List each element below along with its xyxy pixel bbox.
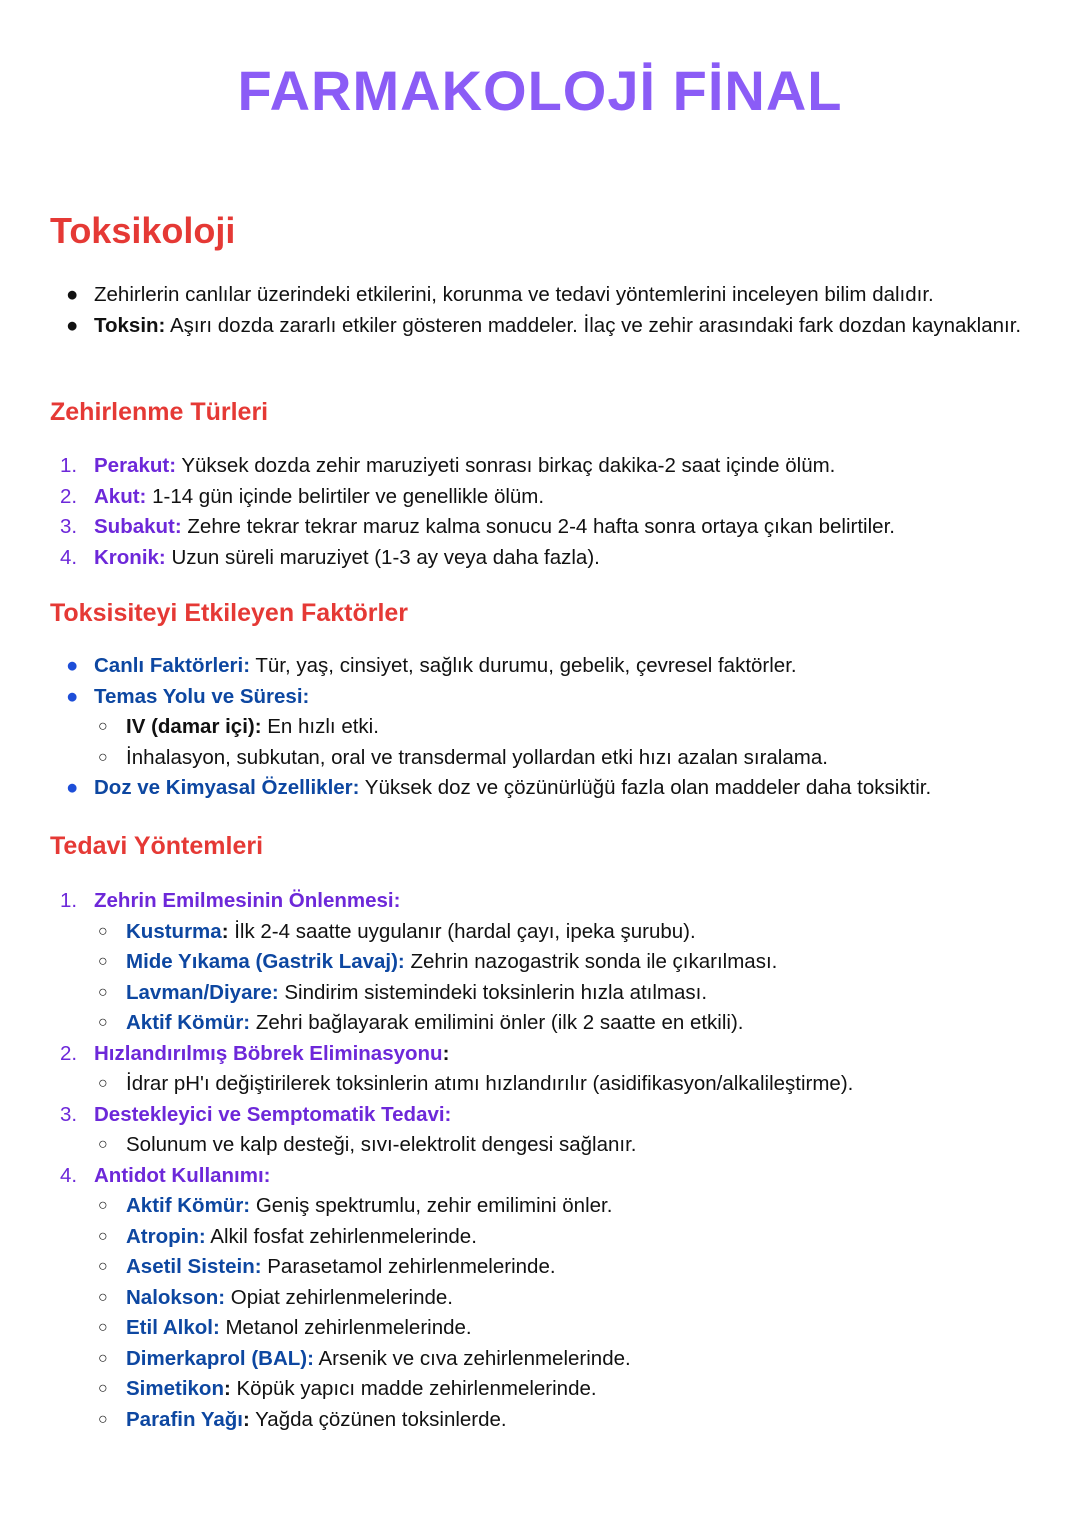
circle-bullet-icon: ○ <box>98 718 108 735</box>
list-item: 1. Perakut: Yüksek dozda zehir maruziyeti sonrası birkaç dakika-2 saat içinde ölüm. <box>60 454 836 477</box>
sub-list-item: ○ Aktif Kömür: Zehri bağlayarak emilimini önler (ilk 2 saatte en etkili). <box>50 1008 1040 1039</box>
treatment-list <box>50 886 1040 1435</box>
list-item: ● Canlı Faktörleri: Tür, yaş, cinsiyet, sağlık durumu, gebelik, çevresel faktörler. <box>50 651 1040 682</box>
circle-bullet-icon: ○ <box>98 1288 108 1306</box>
sub-list-item: ○ Nalokson: Opiat zehirlenmelerinde. <box>50 1283 1040 1314</box>
bullet-icon: ● <box>66 776 79 799</box>
circle-bullet-icon: ○ <box>98 1227 108 1245</box>
circle-bullet-icon: ○ <box>98 1349 108 1367</box>
list-item: 4. Antidot Kullanımı: ○ Aktif Kömür: Geniş spektrumlu, zehir emilimini önler. ○ Atropin: Alkil fosfat zehirlenmelerinde. ○ Asetil Sistein: Parasetamol zehirlenmelerinde. ○ Nalokson: Opiat zehirlenmelerinde. ○ Etil Alkol: Metanol zehirlenmelerinde. ○ Dimerkaprol (BAL): Arsenik ve cıva zehirlenmelerinde. ○ Simetikon: Köpük yapıcı madde zehirlenmelerinde. ○ Parafin Yağı: Yağda çözünen toksinlerde. <box>50 1161 1040 1436</box>
list-item: 3. Subakut: Zehre tekrar tekrar maruz kalma sonucu 2-4 hafta sonra ortaya çıkan belirtiler. <box>60 515 895 538</box>
bullet-icon: ● <box>66 283 79 306</box>
list-item: ● Doz ve Kimyasal Özellikler: Yüksek doz ve çözünürlüğü fazla olan maddeler daha toksiktir. <box>50 773 1040 804</box>
sub-list-item: ○ Lavman/Diyare: Sindirim sistemindeki toksinlerin hızla atılması. <box>50 978 1040 1009</box>
sub-list-item: ○ Asetil Sistein: Parasetamol zehirlenmelerinde. <box>50 1252 1040 1283</box>
sub-list-item: ○ Dimerkaprol (BAL): Arsenik ve cıva zehirlenmelerinde. <box>50 1344 1040 1375</box>
circle-bullet-icon: ○ <box>98 922 108 940</box>
factors-list <box>50 651 1040 804</box>
sub-list-item: ○ Kusturma: İlk 2-4 saatte uygulanır (hardal çayı, ipeka şurubu). <box>50 917 1040 948</box>
list-item: 4. Kronik: Uzun süreli maruziyet (1-3 ay veya daha fazla). <box>60 545 600 569</box>
sub-list-item: ○ Aktif Kömür: Geniş spektrumlu, zehir emilimini önler. <box>50 1191 1040 1222</box>
treatment-sublist <box>94 1069 1040 1100</box>
sub-list-item: ○ İnhalasyon, subkutan, oral ve transdermal yollardan etki hızı azalan sıralama. <box>50 743 1040 774</box>
subheading-tedavi-yontemleri: Tedavi Yöntemleri <box>50 832 264 860</box>
circle-bullet-icon: ○ <box>98 1075 108 1092</box>
sub-list-item: ○ Etil Alkol: Metanol zehirlenmelerinde. <box>50 1313 1040 1344</box>
sub-list-item: ○ Simetikon: Köpük yapıcı madde zehirlenmelerinde. <box>50 1374 1040 1405</box>
section-heading-toksikoloji: Toksikoloji <box>50 210 236 251</box>
circle-bullet-icon: ○ <box>98 1014 108 1031</box>
subheading-zehirlenme-turleri: Zehirlenme Türleri <box>50 398 269 426</box>
circle-bullet-icon: ○ <box>98 1410 108 1428</box>
sub-list-item: ○ Mide Yıkama (Gastrik Lavaj): Zehrin nazogastrik sonda ile çıkarılması. <box>50 947 1040 978</box>
document-title: FARMAKOLOJİ FİNAL <box>237 59 843 122</box>
circle-bullet-icon: ○ <box>98 1380 108 1397</box>
circle-bullet-icon: ○ <box>98 1319 108 1336</box>
list-item: ● Zehirlerin canlılar üzerindeki etkilerini, korunma ve tedavi yöntemlerini inceleyen bilim dalıdır. <box>50 280 1040 311</box>
list-item: ● Temas Yolu ve Süresi: ○ IV (damar içi): En hızlı etki. ○ İnhalasyon, subkutan, oral ve transdermal yollardan etki hızı azalan sıralama. <box>50 682 1040 774</box>
list-item: 1. Zehrin Emilmesinin Önlenmesi: ○ Kusturma: İlk 2-4 saatte uygulanır (hardal çayı, ipeka şurubu). ○ Mide Yıkama (Gastrik Lavaj): Zehrin nazogastrik sonda ile çıkarılması. ○ Lavman/Diyare: Sindirim sistemindeki toksinlerin hızla atılması. ○ Aktif Kömür: Zehri bağlayarak emilimini önler (ilk 2 saatte en etkili). <box>50 886 1040 1039</box>
bullet-icon: ● <box>66 313 79 337</box>
sub-list-item: ○ İdrar pH'ı değiştirilerek toksinlerin atımı hızlandırılır (asidifikasyon/alkalileştirme). <box>50 1069 1040 1100</box>
poisoning-types-list <box>50 451 1040 573</box>
list-item: 2. Akut: 1-14 gün içinde belirtiler ve genellikle ölüm. <box>60 484 545 508</box>
subheading-toksisite-faktorleri: Toksisiteyi Etkileyen Faktörler <box>50 599 409 627</box>
sub-list-item: ○ Atropin: Alkil fosfat zehirlenmelerinde. <box>50 1222 1040 1253</box>
sub-list-item: ○ Parafin Yağı: Yağda çözünen toksinlerde. <box>50 1405 1040 1436</box>
list-item: 3. Destekleyici ve Semptomatik Tedavi: ○ Solunum ve kalp desteği, sıvı-elektrolit dengesi sağlanır. <box>50 1100 1040 1161</box>
circle-bullet-icon: ○ <box>98 748 108 766</box>
circle-bullet-icon: ○ <box>98 953 108 970</box>
treatment-sublist <box>94 917 1040 1039</box>
intro-list <box>50 280 1040 341</box>
sub-list-item: ○ Solunum ve kalp desteği, sıvı-elektrolit dengesi sağlanır. <box>50 1130 1040 1161</box>
circle-bullet-icon: ○ <box>98 1136 108 1153</box>
list-item: ● Toksin: Aşırı dozda zararlı etkiler gösteren maddeler. İlaç ve zehir arasındaki fark dozdan kaynaklanır. <box>50 311 1040 342</box>
sub-list-item: ○ IV (damar içi): En hızlı etki. <box>50 712 1040 743</box>
bullet-icon: ● <box>66 684 79 708</box>
route-sublist <box>94 712 1040 773</box>
list-item: 2. Hızlandırılmış Böbrek Eliminasyonu: ○ İdrar pH'ı değiştirilerek toksinlerin atımı hızlandırılır (asidifikasyon/alkalileştirme). <box>50 1039 1040 1100</box>
treatment-sublist <box>94 1130 1040 1161</box>
bullet-icon: ● <box>66 654 79 677</box>
antidote-sublist <box>94 1191 1040 1435</box>
circle-bullet-icon: ○ <box>98 1197 108 1214</box>
circle-bullet-icon: ○ <box>98 1258 108 1275</box>
circle-bullet-icon: ○ <box>98 983 108 1001</box>
